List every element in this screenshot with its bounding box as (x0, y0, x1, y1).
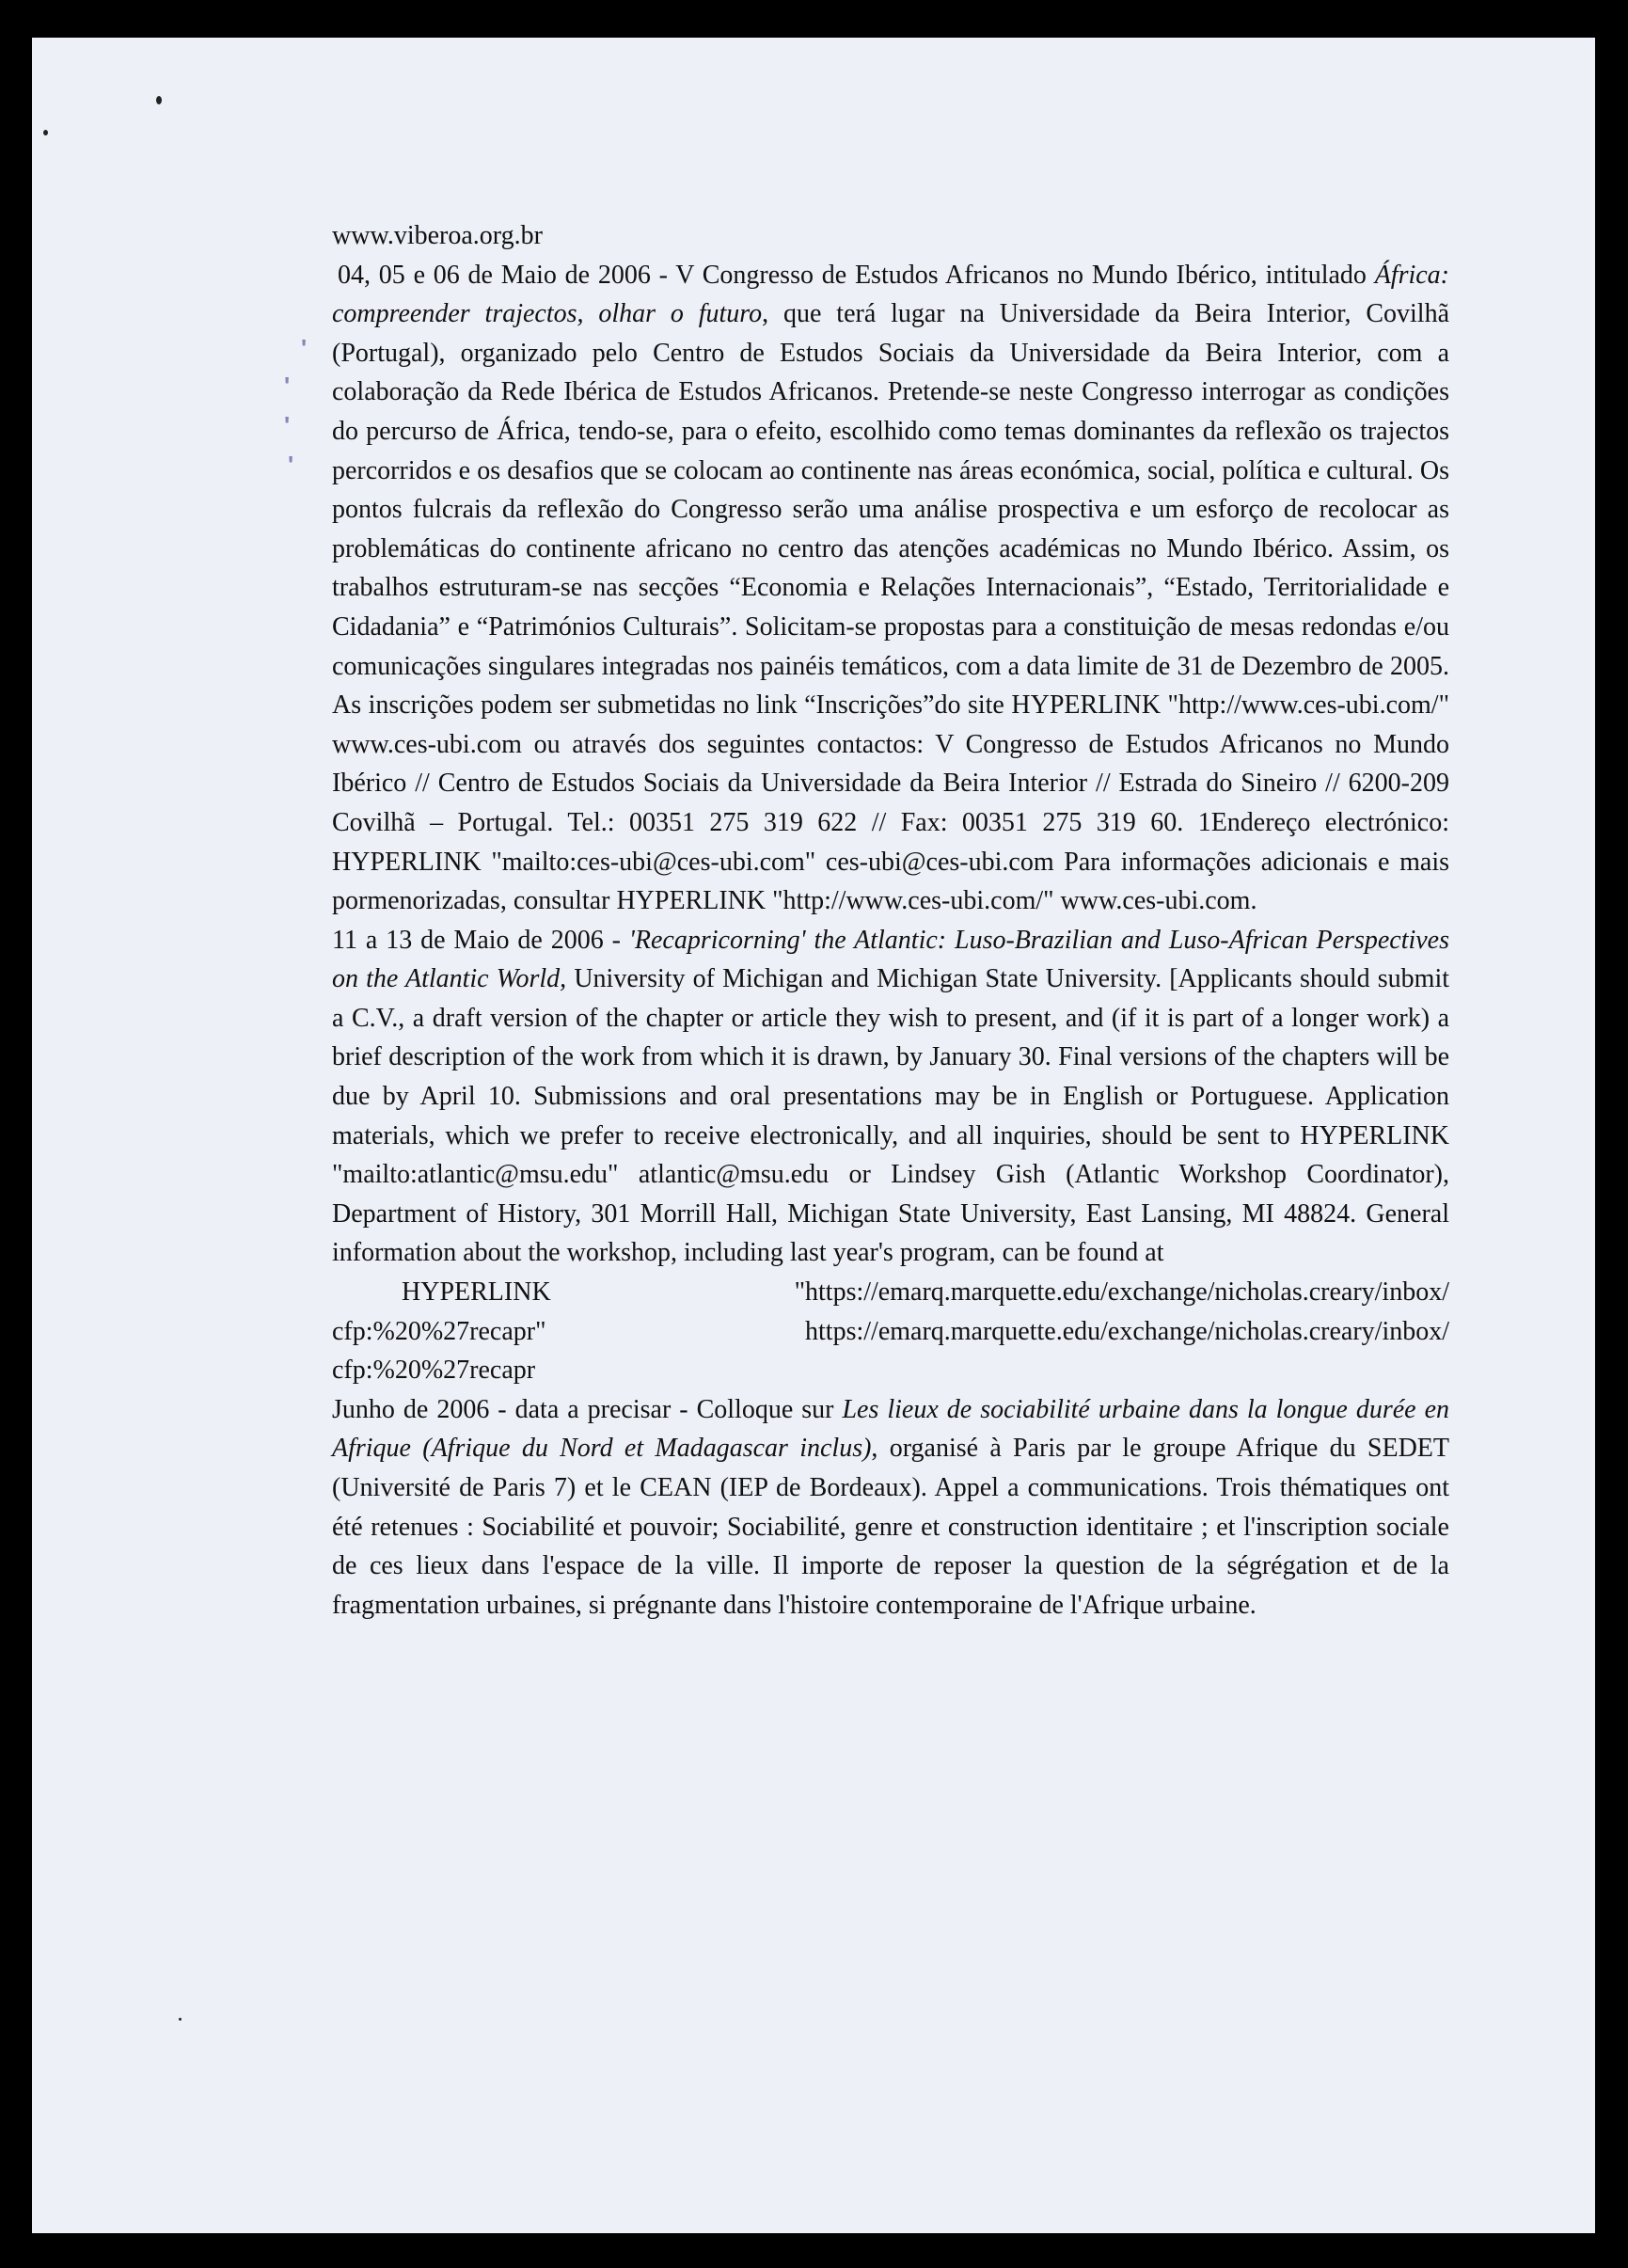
paragraph-congress-iberico (332, 256, 1449, 921)
text-run: Junho de 2006 - data a precisar - Colloque sur (332, 1394, 843, 1424)
paragraph-url-line: www.viberoa.org.br (332, 221, 543, 250)
text-run: 11 a 13 de Maio de 2006 - (332, 925, 629, 955)
document-body (332, 216, 1449, 1625)
scan-speck (156, 96, 162, 104)
text-run: , organisé à Paris par le groupe Afrique du SEDET (Université de Paris 7) et le CEAN (IEP de Bordeaux). Appel a communications. Trois thématiques ont été retenues : Sociabilité et pouvoir; Sociabilité, genre et construction identitaire ; et l'inscription sociale de ces lieux dans l'espace de la ville. Il importe de reposer la question de la ségrégation et de la fragmentation urbaines, si prégnante dans l'histoire contemporaine de l'Afrique urbaine. (332, 1434, 1449, 1620)
paragraph-hyperlink-2: cfp:%20%27recapr" https://emarq.marquette.edu/exchange/nicholas.creary/inbox/ (332, 1316, 1449, 1346)
text-run: University of Michigan and Michigan State University. [Applicants should submit a C.V., a draft version of the chapter or article they wish to present, and (if it is part of a longer work) a brief description of the work from which it is drawn, by January 30. Final versions of the chapters will be due by April 10. Submissions and oral presentations may be in English or Portuguese. Application materials, which we prefer to receive electronically, and all inquiries, should be sent to HYPERLINK "mailto:atlantic@msu.edu" atlantic@msu.edu or Lindsey Gish (Atlantic Workshop Coordinator), Department of History, 301 Morrill Hall, Michigan State University, East Lansing, MI 48824. General information about the workshop, including last year's program, can be found at (332, 964, 1450, 1268)
paragraph-hyperlink-1: HYPERLINK "https://emarq.marquette.edu/exchange/nicholas.creary/inbox/ (402, 1277, 1449, 1308)
text-run: , que terá lugar na Universidade da Beira Interior, Covilhã (Portugal), organizado pelo Centro de Estudos Sociais da Universidade da Beira Interior, com a colaboração da Rede Ibérica de Estudos Africanos. Pretende-se neste Congresso interrogar as condições do percurso de África, tendo-se, para o efeito, escolhido como temas dominantes da reflexão os trajectos percorridos e os desafios que se colocam ao continente nas áreas económica, social, política e cultural. Os pontos fulcrais da reflexão do Congresso serão uma análise prospectiva e um esforço de recolocar as problemáticas do continente africano no centro das atenções académicas no Mundo Ibérico. Assim, os trabalhos estruturam-se nas secções “Economia e Relações Internacionais”, “Estado, Territorialidade e Cidadania” e “Patrimónios Culturais”. Solicitam-se propostas para a constituição de mesas redondas e/ou comunicações singulares integradas nos painéis temáticos, com a data limite de 31 de Dezembro de 2005. As inscrições podem ser submetidas no link “Inscrições”do site HYPERLINK "http://www.ces-ubi.com/" www.ces-ubi.com ou através dos seguintes contactos: V Congresso de Estudos Africanos no Mundo Ibérico // Centro de Estudos Sociais da Universidade da Beira Interior // Estrada do Sineiro // 6200-209 Covilhã – Portugal. Tel.: 00351 275 319 622 // Fax: 00351 275 319 60. 1Endereço electrónico: HYPERLINK "mailto:ces-ubi@ces-ubi.com" ces-ubi@ces-ubi.com Para informações adicionais e mais pormenorizadas, consultar HYPERLINK "http://www.ces-ubi.com/" www.ces-ubi.com. (332, 299, 1450, 916)
paragraph-atlantic-workshop (332, 921, 1449, 1273)
text-run: 04, 05 e 06 de Maio de 2006 - V Congresso de Estudos Africanos no Mundo Ibérico, intitulado (338, 260, 1375, 290)
paragraph-colloque (332, 1390, 1449, 1626)
scanned-page (32, 38, 1595, 2233)
italic-title: África: compreender trajectos, olhar o futuro (332, 260, 1449, 329)
binder-hole-marks: ' ' ' ' (284, 334, 308, 479)
italic-title: 'Recapricorning' the Atlantic: Luso-Brazilian and Luso-African Perspectives on the Atlantic World, (332, 925, 1450, 994)
italic-title: Les lieux de sociabilité urbaine dans la longue durée en Afrique (Afrique du Nord et Madagascar inclus) (332, 1394, 1449, 1464)
scan-speck (43, 130, 48, 135)
scan-speck (179, 2018, 182, 2021)
paragraph-hyperlink-3: cfp:%20%27recapr (332, 1356, 536, 1386)
